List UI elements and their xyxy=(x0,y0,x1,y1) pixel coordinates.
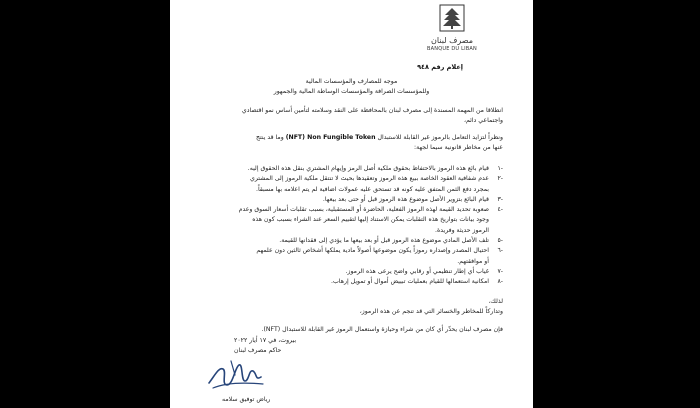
governor-name: رياض توفيق سلامه xyxy=(222,396,271,403)
nft-paragraph-line-2: عنها من مخاطر قانونية سيما لجهة: xyxy=(413,144,503,151)
addressee-line-1: موجه للمصارف والمؤسسات المالية xyxy=(305,78,398,85)
announcement-number: إعلام رقم ٩٤٨ xyxy=(417,63,463,71)
list-item: -٥ تلف الأصل المادي موضوع هذه الرموز قبل أو بعد بيعها ما يؤدي إلى فقدانها للقيمة. xyxy=(279,237,503,245)
bank-logo xyxy=(419,4,485,52)
list-item: -٧ غياب أي إطار تنظيمي أو رقابي واضح يرعى هذه الرموز. xyxy=(345,267,503,275)
nft-warning-text: فإن مصرف لبنان يحذّر أي كان من شراء وحيازة واستعمال الرموز غير القابلة للاستبدال (NFT). xyxy=(261,326,503,333)
intro-line-1: انطلاقا من المهمة المسندة إلى مصرف لبنان بالمحافظة على النقد وسلامته لتأمين أساس نمو اقتصادي xyxy=(241,107,503,114)
logo-english-text: BANQUE DU LIBAN xyxy=(427,46,477,52)
list-item: -٣ قيام البائع بتزوير الأصل موضوع هذه الرموز قبل أو حتى بعد بيعها. xyxy=(322,195,503,203)
nft-line-prefix: ونظراً لتزايد التعامل بالرموز غير القابلة للاستبدال xyxy=(377,134,503,141)
governor-title: حاكم مصرف لبنان xyxy=(234,347,282,354)
therefore-text: لذلك، xyxy=(488,298,503,305)
risk-list xyxy=(193,165,503,289)
list-item-continuation: بمجرد دفع الثمن المتفق عليه كونه قد تستحق عليه عمولات اضافية لم يتم اعلامه بها مسبقاً. xyxy=(256,185,489,193)
intro-line-2: واجتماعي دائم، xyxy=(464,117,503,124)
issue-date: بيروت، في ١٧ أيار ٢٠٢٢ xyxy=(234,337,297,344)
nft-term: (NFT) Non Fungible Token xyxy=(285,134,376,141)
nft-line-suffix: وما قد ينتج xyxy=(255,134,284,141)
awareness-text: وتداركاً للمخاطر والخسائر التي قد تنجم عن هذه الرموز، xyxy=(359,308,503,315)
logo-arabic-text: مصرف لبنان xyxy=(430,36,474,45)
document-page xyxy=(170,0,533,408)
governor-signature xyxy=(205,355,267,393)
list-item-continuation: وجود بيانات بتواريخ هذه التقلبات يمكن الاستناد إليها لتقييم السعر عند الشراء بسبب كون هذه xyxy=(252,216,489,224)
list-item: -٦ احتيال المصدر وإصداره رموزاً يكون موضوعها أصولاً مادية يملكها أشخاص ثالثين دون علمهم xyxy=(256,247,503,255)
list-item: -٢ عدم شفافية العقود الخاصة ببيع هذه الرموز وتعقيدها بحيث لا تنتقل ملكية الرموز إلى المشتري xyxy=(249,175,503,183)
list-item: -٤ صعوبة تحديد القيمة لهذه الرموز الفعلية، الحاضرة أو المستقبلية، بسبب تقلبات أسعار السوق وعدم xyxy=(238,206,503,214)
list-item: -٨ امكانية استعمالها للقيام بعمليات تبييض أموال أو تمويل إرهاب. xyxy=(331,278,503,286)
list-item-continuation: الرموز حديثة وفريدة. xyxy=(435,226,489,234)
nft-paragraph-line-1 xyxy=(256,134,503,142)
risk-items xyxy=(193,165,503,289)
list-item-continuation: أو موافقتهم. xyxy=(457,257,489,265)
list-item: -١ قيام بائع هذه الرموز بالاحتفاظ بحقوق ملكية أصل الرمز وإيهام المشتري بنقل هذه الحقوق إليه. xyxy=(247,165,503,172)
cedar-logo-icon xyxy=(439,4,465,32)
addressee-line-2: وللمؤسسات الصرافة والمؤسسات الوساطة المالية والجمهور xyxy=(273,88,430,95)
